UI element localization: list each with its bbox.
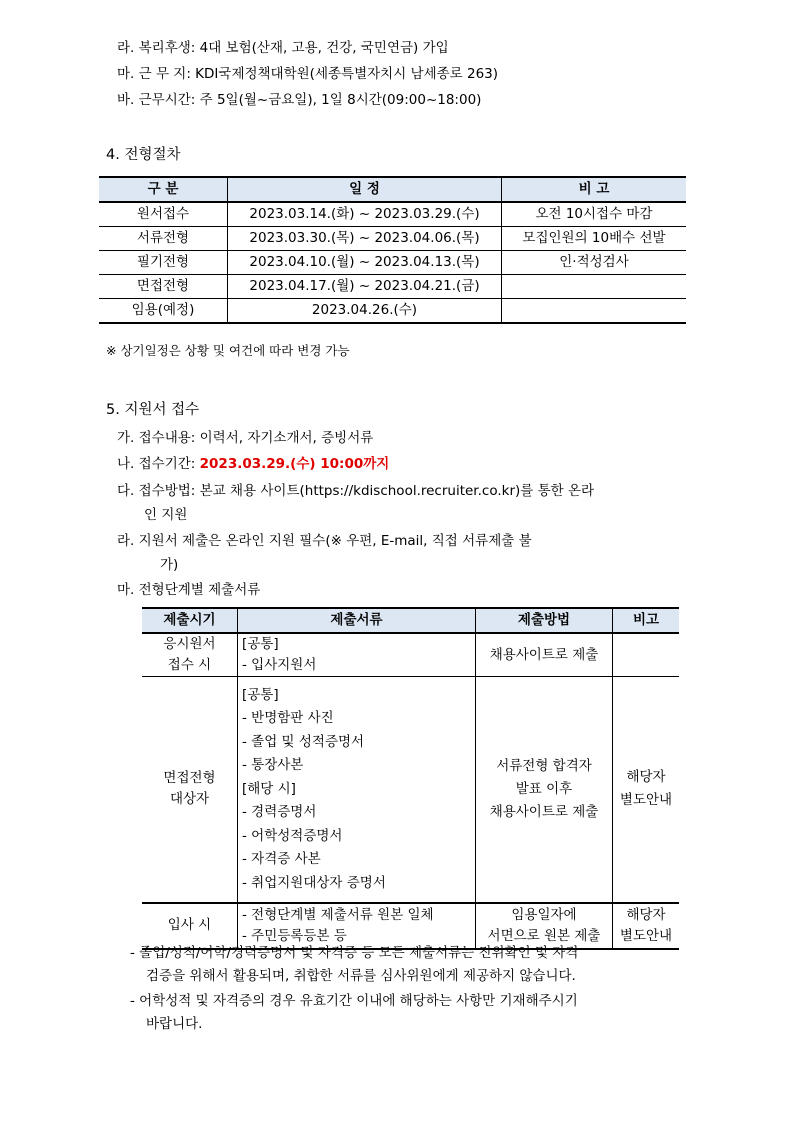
col-documents: 제출서류 <box>238 608 476 633</box>
cell-remarks: 해당자 별도안내 <box>613 903 680 949</box>
selection-schedule-table <box>99 176 686 324</box>
submission-content-line: 가. 접수내용: 이력서, 자기소개서, 증빙서류 <box>117 430 374 446</box>
cell-note: 모집인원의 10배수 선발 <box>502 227 687 251</box>
cell-documents: [공통] - 반명함판 사진 - 졸업 및 성적증명서 - 통장사본 [해당 시] - 경력증명서 - 어학성적증명서 - 자격증 사본 - 취업지원대상자 증명서 <box>238 677 476 903</box>
welfare-line: 라. 복리후생: 4대 보험(산재, 고용, 건강, 국민연금) 가입 <box>117 40 449 56</box>
online-required-line: 라. 지원서 제출은 온라인 지원 필수(※ 우편, E-mail, 직접 서류제출 불 <box>117 533 532 549</box>
cell-remarks: 해당자 별도안내 <box>613 677 680 903</box>
schedule-note: ※ 상기일정은 상황 및 여건에 따라 변경 가능 <box>106 343 350 358</box>
table-row <box>142 677 679 903</box>
cell-category: 필기전형 <box>99 251 228 275</box>
cell-category: 서류전형 <box>99 227 228 251</box>
cell-schedule: 2023.04.26.(수) <box>228 299 502 324</box>
period-deadline: 2023.03.29.(수) 10:00까지 <box>199 456 390 472</box>
section5-title: 5. 지원서 접수 <box>106 402 200 418</box>
cell-category: 면접전형 <box>99 275 228 299</box>
col-note: 비 고 <box>502 177 687 202</box>
table-row <box>99 227 686 251</box>
cell-schedule: 2023.04.17.(월) ~ 2023.04.21.(금) <box>228 275 502 299</box>
table-header-row <box>99 177 686 202</box>
cell-documents: [공통] - 입사지원서 <box>238 633 476 677</box>
cell-timing: 입사 시 <box>142 903 238 949</box>
submission-method-line: 다. 접수방법: 본교 채용 사이트(https://kdischool.recruiter.co.kr)를 통한 온라 <box>117 483 595 499</box>
workplace-line: 마. 근 무 지: KDI국제정책대학원(세종특별자치시 남세종로 263) <box>117 66 499 82</box>
cell-note <box>502 275 687 299</box>
cell-category: 임용(예정) <box>99 299 228 324</box>
cell-schedule: 2023.04.10.(월) ~ 2023.04.13.(목) <box>228 251 502 275</box>
cell-note: 오전 10시접수 마감 <box>502 202 687 227</box>
cell-method: 서류전형 합격자 발표 이후 채용사이트로 제출 <box>476 677 613 903</box>
table-row <box>99 251 686 275</box>
documents-title: 마. 전형단계별 제출서류 <box>117 582 261 598</box>
footnote-validity: - 어학성적 및 자격증의 경우 유효기간 이내에 해당하는 사항만 기재해주시기 바랍니다. <box>130 993 578 1032</box>
cell-documents: - 전형단계별 제출서류 원본 일체 - 주민등록등본 등 <box>238 903 476 949</box>
online-required-line-cont: 가) <box>160 557 179 573</box>
submission-period-line <box>117 454 389 474</box>
required-documents-table <box>142 607 679 950</box>
section4-title: 4. 전형절차 <box>106 147 181 163</box>
work-hours-line: 바. 근무시간: 주 5일(월~금요일), 1일 8시간(09:00~18:00) <box>117 92 482 108</box>
cell-note: 인·적성검사 <box>502 251 687 275</box>
cell-remarks <box>613 633 680 677</box>
cell-timing: 응시원서 접수 시 <box>142 633 238 677</box>
col-schedule: 일 정 <box>228 177 502 202</box>
cell-schedule: 2023.03.30.(목) ~ 2023.04.06.(목) <box>228 227 502 251</box>
table-row <box>99 202 686 227</box>
cell-method: 임용일자에 서면으로 원본 제출 <box>476 903 613 949</box>
period-label: 나. 접수기간: <box>117 456 200 472</box>
table-row <box>99 299 686 324</box>
col-category: 구 분 <box>99 177 228 202</box>
cell-method: 채용사이트로 제출 <box>476 633 613 677</box>
table-row <box>99 275 686 299</box>
cell-schedule: 2023.03.14.(화) ~ 2023.03.29.(수) <box>228 202 502 227</box>
footnote-verification: - 졸업/성적/어학/경력증명서 및 자격증 등 모든 제출서류는 진위확인 및 자격 검증을 위해서 활용되며, 취합한 서류를 심사위원에게 제공하지 않습니다. <box>130 945 579 984</box>
table-row <box>142 633 679 677</box>
cell-timing: 면접전형 대상자 <box>142 677 238 903</box>
cell-note <box>502 299 687 324</box>
submission-method-line-cont: 인 지원 <box>144 507 188 523</box>
col-method: 제출방법 <box>476 608 613 633</box>
cell-category: 원서접수 <box>99 202 228 227</box>
col-remarks: 비고 <box>613 608 680 633</box>
table-header-row <box>142 608 679 633</box>
col-timing: 제출시기 <box>142 608 238 633</box>
